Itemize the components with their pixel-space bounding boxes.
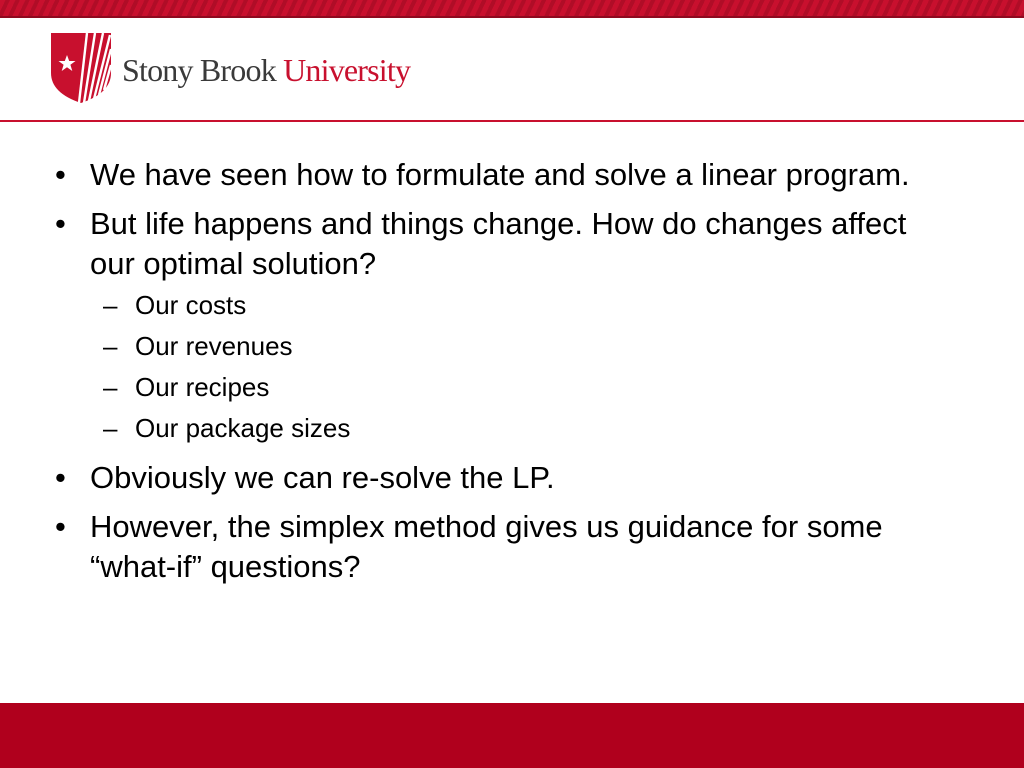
wordmark-university: University [283,52,411,88]
sub-bullet-marker: – [103,372,118,402]
university-wordmark [122,50,410,90]
sub-bullet-item [0,285,1024,326]
wordmark-stony-brook: Stony Brook [122,52,276,88]
stony-brook-shield-icon [51,33,111,103]
sub-bullet-item [0,408,1024,449]
sub-bullet-item [0,367,1024,408]
sub-bullet-marker: – [103,331,118,361]
bullet-marker: • [55,509,66,544]
bullet-text: We have seen how to formulate and solve a linear program. [90,157,910,192]
header-divider [0,120,1024,122]
bullet-item [0,155,920,195]
bullet-marker: • [55,460,66,495]
sub-bullet-text: Our revenues [135,331,293,361]
footer-bar [0,703,1024,768]
sub-bullet-marker: – [103,413,118,443]
sub-bullet-list [0,285,1024,449]
bullet-text: However, the simplex method gives us guidance for some “what-if” questions? [90,509,883,584]
bullet-item [0,458,920,498]
bullet-marker: • [55,157,66,192]
bullet-marker: • [55,206,66,241]
bullet-item [0,507,920,587]
sub-bullet-marker: – [103,290,118,320]
slide-header [0,18,1024,120]
sub-bullet-text: Our recipes [135,372,270,402]
slide-content [0,155,1024,596]
bullet-item [0,204,920,284]
sub-bullet-text: Our package sizes [135,413,351,443]
bullet-text: But life happens and things change. How do changes affect our optimal solution? [90,206,907,281]
sub-bullet-item [0,326,1024,367]
sub-bullet-text: Our costs [135,290,247,320]
top-stripe-bar [0,0,1024,18]
bullet-text: Obviously we can re-solve the LP. [90,460,555,495]
